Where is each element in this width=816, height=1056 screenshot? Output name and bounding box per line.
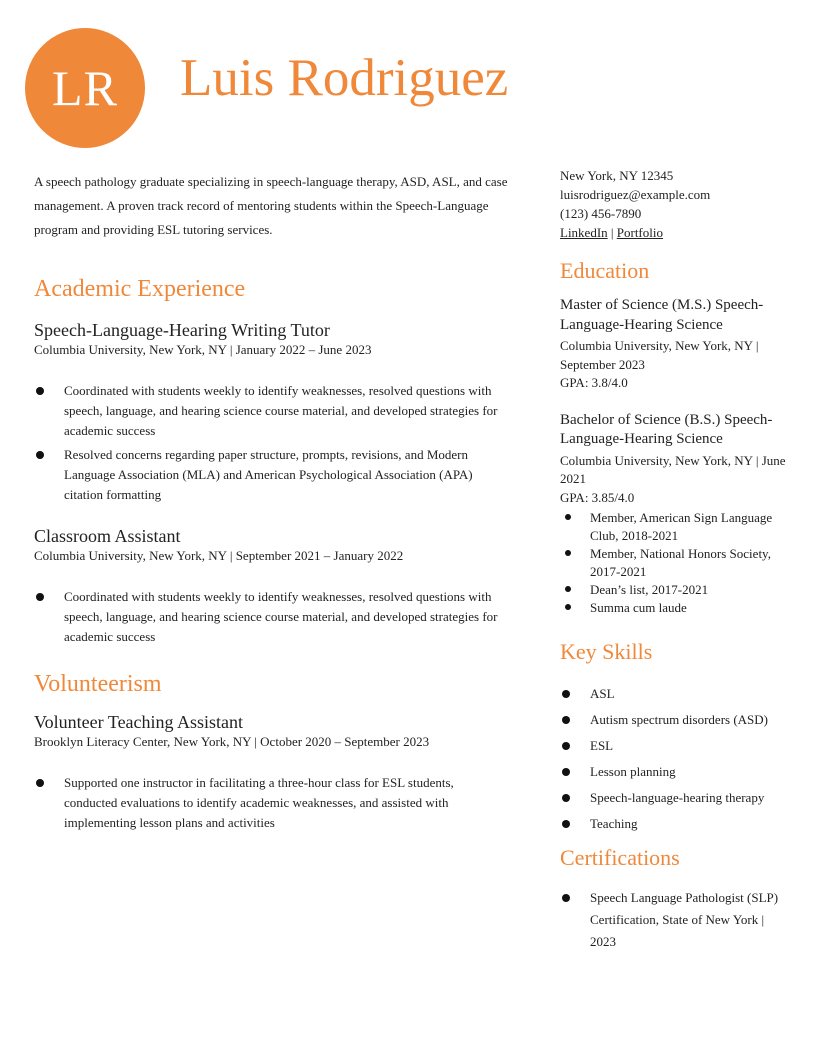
- list-item: Resolved concerns regarding paper structure, prompts, revisions, and Modern Language Association (MLA) and American Psychological Association (APA) citation formatting: [34, 445, 509, 505]
- degree-title: Master of Science (M.S.) Speech-Language-Hearing Science: [560, 297, 764, 333]
- address: New York, NY 12345: [560, 168, 674, 183]
- links: [560, 223, 790, 242]
- job-entry: [34, 319, 509, 505]
- list-item: Dean’s list, 2017-2021: [560, 581, 790, 599]
- portfolio-link[interactable]: Portfolio: [616, 225, 663, 240]
- certifications-heading: Certifications: [560, 845, 680, 870]
- bullet-icon: [562, 742, 570, 750]
- bullet-icon: [36, 451, 44, 459]
- job-meta: Columbia University, New York, NY | September 2021 – January 2022: [34, 548, 404, 563]
- academic-experience-heading: Academic Experience: [34, 276, 246, 302]
- honors-list: [560, 509, 790, 617]
- bullet-icon: [562, 894, 570, 902]
- school-meta: Columbia University, New York, NY | June 2021: [560, 452, 786, 486]
- list-item: Coordinated with students weekly to identify weaknesses, resolved questions with speech, language, and hearing science course material, and developed strategies for academic success: [34, 381, 509, 441]
- job-bullets: [34, 773, 509, 833]
- job-title: Speech-Language-Hearing Writing Tutor: [34, 320, 330, 340]
- profile-summary: A speech pathology graduate specializing in speech-language therapy, ASD, ASL, and case management. A proven track record of mentoring students within the Speech-Language program and providing ESL tutoring services.: [34, 174, 508, 237]
- gpa: GPA: 3.8/4.0: [560, 375, 628, 390]
- list-item: ESL: [560, 733, 790, 759]
- job-bullets: [34, 587, 509, 647]
- job-entry: [34, 711, 509, 833]
- list-item: Coordinated with students weekly to identify weaknesses, resolved questions with speech, language, and hearing science course material, and developed strategies for academic success: [34, 587, 509, 647]
- sidebar-column: [560, 166, 790, 953]
- list-item: Supported one instructor in facilitating a three-hour class for ESL students, conducted evaluations to identify academic weaknesses, and assisted with implementing lesson plans and activities: [34, 773, 509, 833]
- bullet-icon: [562, 820, 570, 828]
- degree-title: Bachelor of Science (B.S.) Speech-Language-Hearing Science: [560, 411, 773, 447]
- linkedin-link[interactable]: LinkedIn: [560, 225, 608, 240]
- list-item: Autism spectrum disorders (ASD): [560, 707, 790, 733]
- list-item: Speech Language Pathologist (SLP) Certification, State of New York | 2023: [560, 887, 790, 953]
- education-entry: [560, 411, 790, 618]
- certifications-list: [560, 887, 790, 953]
- phone: (123) 456-7890: [560, 206, 642, 221]
- gpa: GPA: 3.85/4.0: [560, 489, 635, 505]
- volunteerism-heading: Volunteerism: [34, 671, 162, 697]
- list-item: Summa cum laude: [560, 599, 790, 617]
- list-item: Lesson planning: [560, 759, 790, 785]
- monogram-avatar: [25, 28, 145, 148]
- list-item: Teaching: [560, 811, 790, 837]
- skills-list: [560, 681, 790, 837]
- list-item: Member, National Honors Society, 2017-2021: [560, 545, 790, 581]
- link-separator: |: [610, 225, 614, 240]
- bullet-icon: [562, 794, 570, 802]
- bullet-icon: [36, 779, 44, 787]
- bullet-icon: [565, 586, 571, 592]
- list-item: Speech-language-hearing therapy: [560, 785, 790, 811]
- bullet-icon: [562, 768, 570, 776]
- bullet-icon: [562, 690, 570, 698]
- candidate-name: Luis Rodriguez: [180, 49, 509, 107]
- list-item: Member, American Sign Language Club, 2018-2021: [560, 509, 790, 545]
- main-column: [34, 170, 509, 833]
- job-entry: [34, 525, 509, 647]
- bullet-icon: [36, 593, 44, 601]
- bullet-icon: [565, 514, 571, 520]
- key-skills-heading: Key Skills: [560, 639, 653, 664]
- email[interactable]: luisrodriguez@example.com: [560, 187, 711, 202]
- bullet-icon: [565, 604, 571, 610]
- school-meta: Columbia University, New York, NY | September 2023: [560, 338, 759, 372]
- initials: LR: [52, 60, 118, 116]
- job-meta: Brooklyn Literacy Center, New York, NY | October 2020 – September 2023: [34, 734, 430, 749]
- bullet-icon: [562, 716, 570, 724]
- list-item: ASL: [560, 681, 790, 707]
- education-entry: [560, 296, 790, 393]
- bullet-icon: [565, 550, 571, 556]
- job-title: Volunteer Teaching Assistant: [34, 712, 244, 732]
- contact-block: [560, 166, 790, 242]
- education-heading: Education: [560, 258, 650, 283]
- job-meta: Columbia University, New York, NY | January 2022 – June 2023: [34, 342, 372, 357]
- bullet-icon: [36, 387, 44, 395]
- job-title: Classroom Assistant: [34, 526, 181, 546]
- job-bullets: [34, 381, 509, 505]
